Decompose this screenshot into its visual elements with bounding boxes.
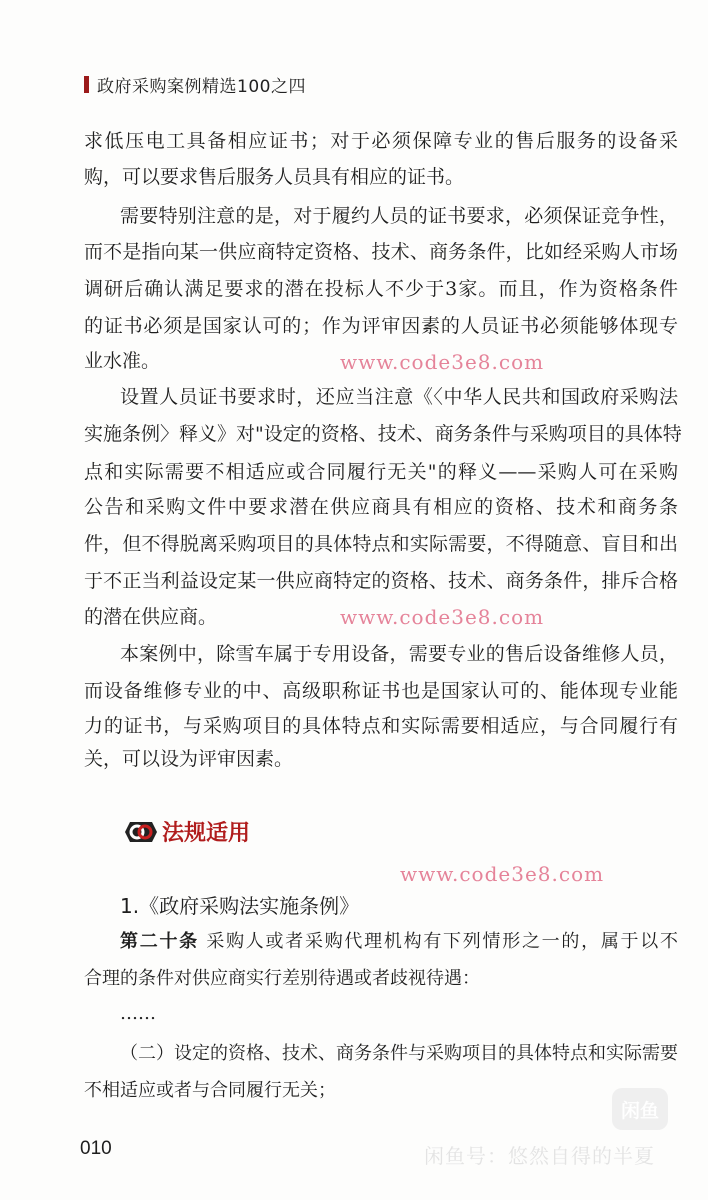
header-bar-decoration <box>84 76 89 93</box>
watermark: www.code3e8.com <box>400 862 605 886</box>
article-label: 第二十条 <box>120 931 199 952</box>
body-line: 的证书必须是国家认可的；作为评审因素的人员证书必须能够体现专 <box>84 315 678 337</box>
book-title: 政府采购案例精选100之四 <box>97 76 306 97</box>
body-line: 件，但不得脱离采购项目的具体特点和实际需要，不得随意、盲目和出 <box>84 533 678 555</box>
article-line-2: 合理的条件对供应商实行差别待遇或者歧视待遇： <box>84 968 480 989</box>
body-line: 而不是指向某一供应商特定资格、技术、商务条件，比如经采购人市场 <box>84 241 678 263</box>
section-heading <box>124 816 250 847</box>
body-line: 而设备维修专业的中、高级职称证书也是国家认可的、能体现专业能 <box>84 680 678 702</box>
body-line: 业水准。 <box>84 350 161 372</box>
article-line <box>120 928 678 956</box>
ellipsis: …… <box>120 1003 156 1024</box>
body-line: 实施条例〉释义》对"设定的资格、技术、商务条件与采购项目的具体特 <box>84 423 682 445</box>
body-line: 公告和采购文件中要求潜在供应商具有相应的资格、技术和商务条 <box>84 496 678 518</box>
body-line: 调研后确认满足要求的潜在投标人不少于3家。而且，作为资格条件 <box>84 278 678 300</box>
body-line: 求低压电工具备相应证书；对于必须保障专业的售后服务的设备采 <box>84 130 678 152</box>
watermark: www.code3e8.com <box>340 605 545 629</box>
body-line: 力的证书，与采购项目的具体特点和实际需要相适应，与合同履行有 <box>84 715 678 737</box>
item-line-2: 不相适应或者与合同履行无关； <box>84 1080 336 1101</box>
xianyu-logo: 闲鱼 <box>612 1088 668 1130</box>
law-title: 1.《政府采购法实施条例》 <box>120 894 360 918</box>
body-line: 于不正当利益设定某一供应商特定的资格、技术、商务条件，排斥合格 <box>84 570 678 592</box>
body-line: 购，可以要求售后服务人员具有相应的证书。 <box>84 166 465 188</box>
article-text: 采购人或者采购代理机构有下列情形之一的，属于以不 <box>206 931 679 952</box>
body-line: 需要特别注意的是，对于履约人员的证书要求，必须保证竞争性， <box>120 205 678 227</box>
page-number: 010 <box>80 1138 112 1159</box>
body-line: 的潜在供应商。 <box>84 606 218 628</box>
regulation-badge-icon <box>124 821 158 843</box>
body-line: 本案例中，除雪车属于专用设备，需要专业的售后设备维修人员， <box>120 643 678 665</box>
xianyu-watermark-text: 闲鱼号：悠然自得的半夏 <box>424 1144 655 1168</box>
body-line: 设置人员证书要求时，还应当注意《〈中华人民共和国政府采购法 <box>120 386 678 408</box>
body-line: 点和实际需要不相适应或合同履行无关"的释义——采购人可在采购 <box>84 461 678 483</box>
section-title: 法规适用 <box>162 821 251 846</box>
watermark: www.code3e8.com <box>340 350 545 374</box>
running-header <box>84 72 306 96</box>
item-line-1: （二）设定的资格、技术、商务条件与采购项目的具体特点和实际需要 <box>120 1043 678 1064</box>
body-line: 关，可以设为评审因素。 <box>84 748 294 770</box>
